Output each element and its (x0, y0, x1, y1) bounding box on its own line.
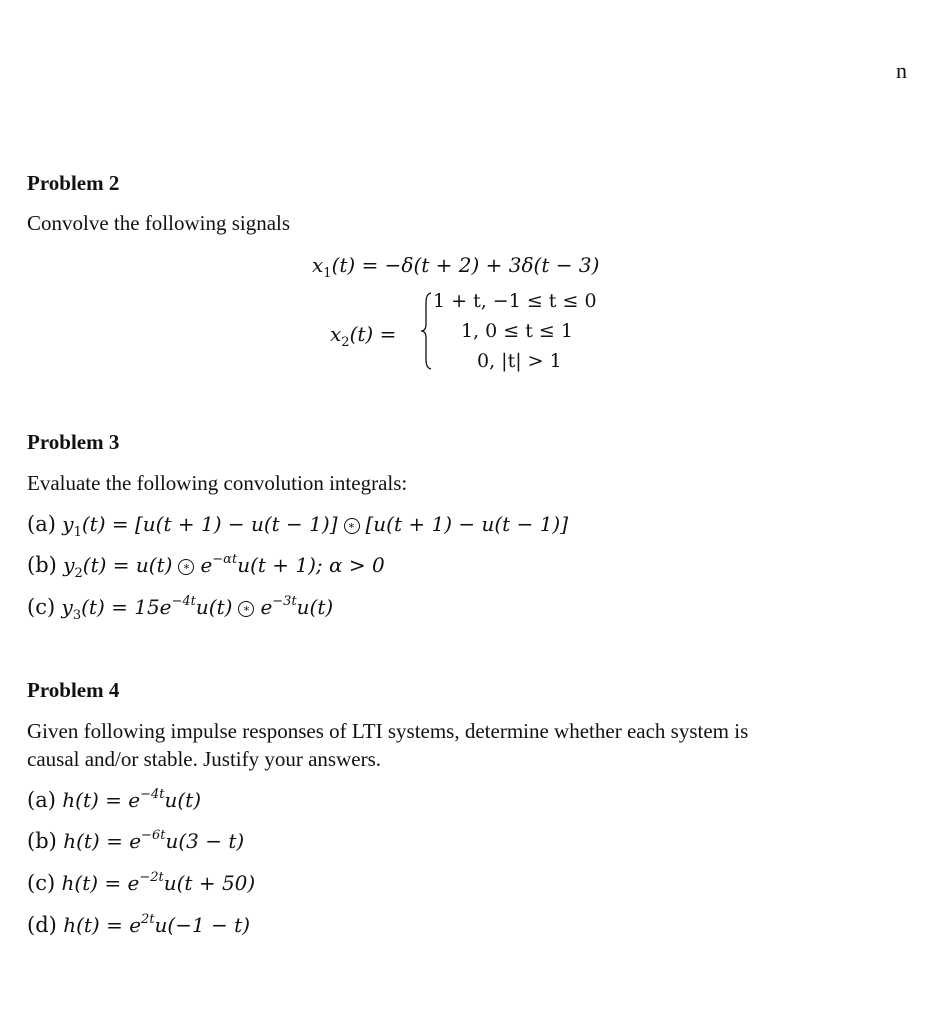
problem-3a: (a) $y_1(t) = [u(t + 1) - u(t - 1)]$ ∗ [u(t + 1) − u(t − 1)] (27, 512, 569, 540)
problem-4b: (b) $h(t) = e^{-6t}u(3 - t)$ (27, 828, 245, 853)
problem-3-title: Problem 3 (27, 430, 120, 454)
problem-3c: (c) $y_3(t) = 15e^{-4t}u(t)$ ∗ $e^{-3t}u(t)$ (27, 594, 334, 623)
x1-equation: $x_1(t) = -\delta(t + 2) + 3\delta(t - 3)$ (312, 253, 600, 281)
page-corner-mark: n (896, 58, 907, 83)
problem-3b: (b) $y_2(t) = u(t)$ ∗ $e^{-\alpha t}u(t + 1)$; α > 0 (27, 552, 385, 581)
x2-case-1: 1 + t, −1 ≤ t ≤ 0 (433, 290, 597, 312)
problem-4-title: Problem 4 (27, 678, 120, 702)
convolution-icon: ∗ (238, 601, 254, 617)
problem-2-title: Problem 2 (27, 171, 120, 195)
problem-4d: (d) $h(t) = e^{2t}u(-1 - t)$ (27, 912, 251, 937)
convolution-icon: ∗ (178, 559, 194, 575)
problem-4-intro-line-1: Given following impulse responses of LTI systems, determine whether each system is (27, 719, 749, 743)
problem-2-intro: Convolve the following signals (27, 211, 291, 235)
convolution-icon: ∗ (344, 518, 360, 534)
problem-3-intro: Evaluate the following convolution integrals: (27, 471, 408, 495)
piecewise-brace (420, 292, 432, 370)
x2-case-3: 0, |t| > 1 (477, 350, 562, 372)
problem-4c: (c) $h(t) = e^{-2t}u(t + 50)$ (27, 870, 256, 895)
problem-4-intro-line-2: causal and/or stable. Justify your answers. (27, 747, 381, 771)
problem-4a: (a) $h(t) = e^{-4t}u(t)$ (27, 787, 202, 812)
x2-case-2: 1, 0 ≤ t ≤ 1 (461, 320, 573, 342)
x2-equation-lhs: $x_2(t)$ = (330, 322, 397, 350)
